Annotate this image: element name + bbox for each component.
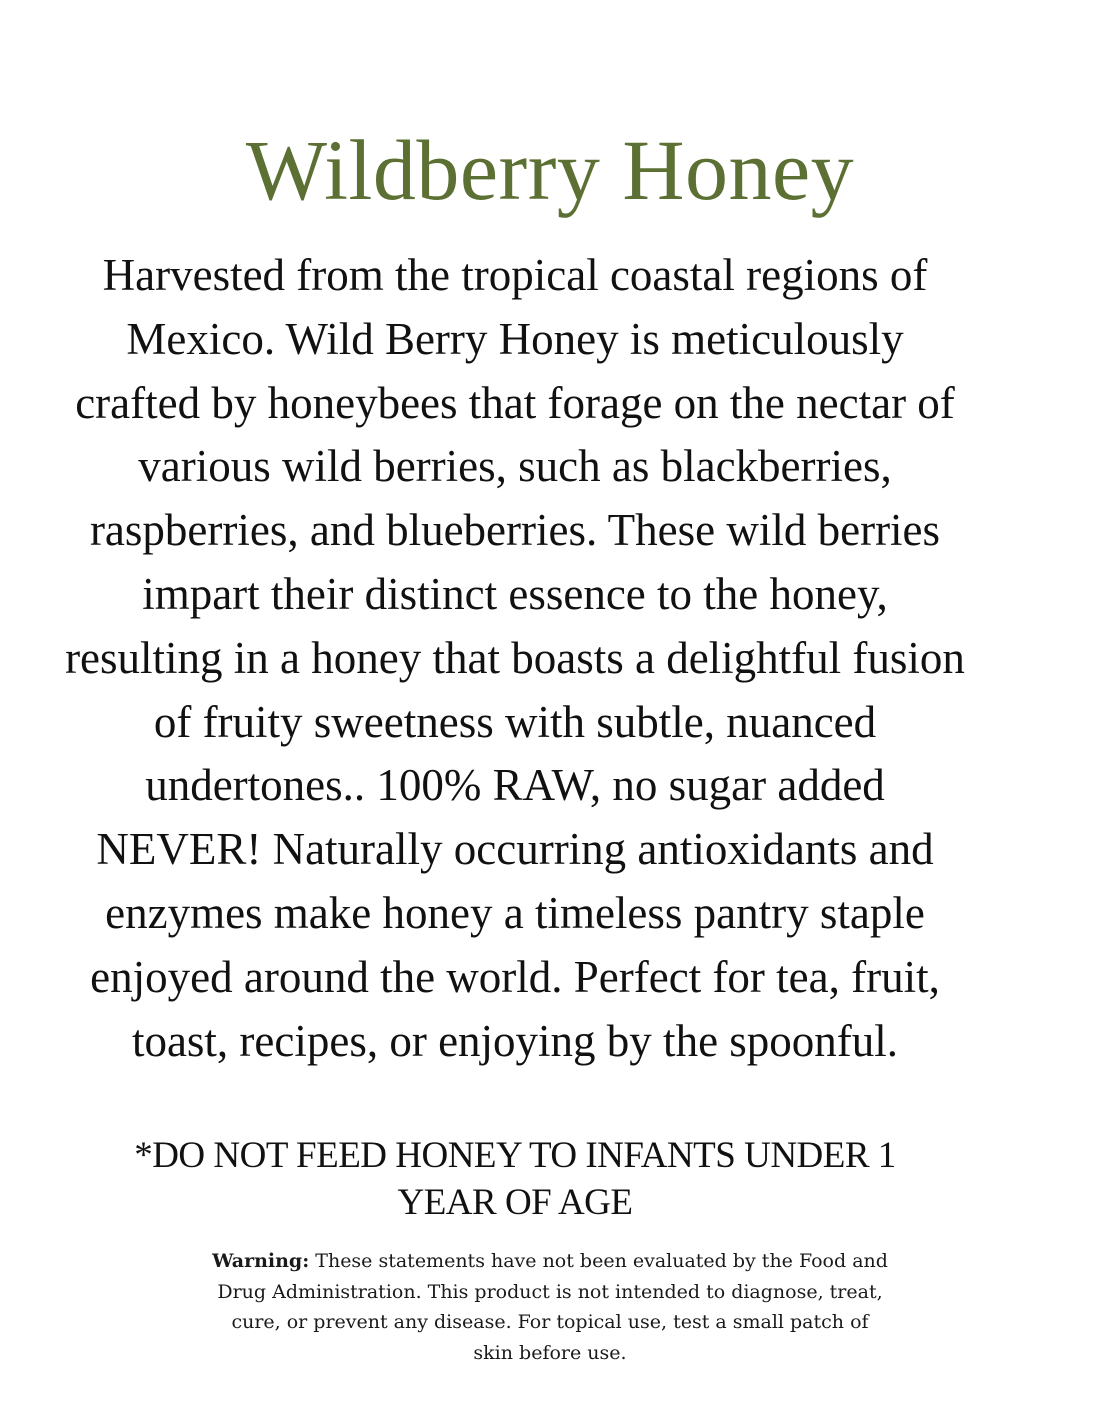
disclaimer-text: These statements have not been evaluated by the Food and Drug Administration. This product is not intended to diagnose, treat, cure, or prevent any disease. For topical use, test a small patch of skin before use. <box>217 1250 888 1364</box>
fda-disclaimer <box>210 1246 890 1368</box>
infant-warning: *DO NOT FEED HONEY TO INFANTS UNDER 1 YEAR OF AGE <box>134 1135 896 1223</box>
disclaimer-label: Warning: <box>212 1250 310 1272</box>
product-title: Wildberry Honey <box>245 122 855 218</box>
product-description: Harvested from the tropical coastal regions of Mexico. Wild Berry Honey is meticulously crafted by honeybees that forage on the nectar of various wild berries, such as blackberries, raspberries, and blueberries. These wild berries impart their distinct essence to the honey, resulting in a honey that boasts a delightful fusion of fruity sweetness with subtle, nuanced undertones.. 100% RAW, no sugar added NEVER! Naturally occurring antioxidants and enzymes make honey a timeless pantry staple enjoyed around the world. Perfect for tea, fruit, toast, recipes, or enjoying by the spoonful. <box>65 250 965 1066</box>
